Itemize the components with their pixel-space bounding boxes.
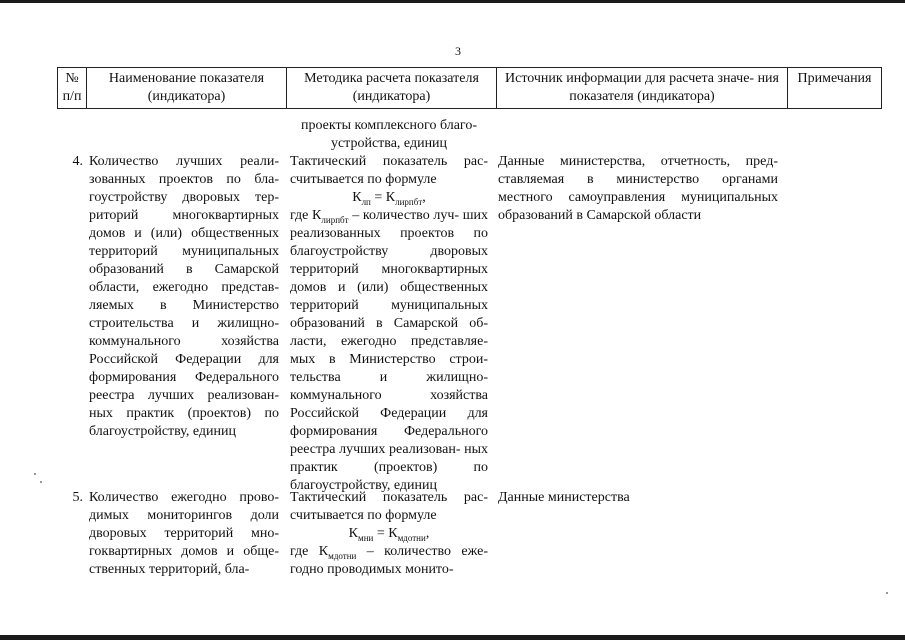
row5-method-rest: – количество еже- годно проводимых монито-: [290, 544, 488, 577]
row5-formula: $К_{мни} = К_{мдотни}$,: [348, 526, 430, 543]
continuation-method: проекты комплексного благо- устройства, единиц: [301, 118, 477, 151]
row5-number: 5.: [72, 490, 83, 505]
row4-method-rest: – количество луч- ших реализованных проектов по благоустройству дворовых территорий многоквартирных домов и (или) общественных территорий муниципальных образований в Самарской об- ласти, ежегодно представляе- мых в Министерство строи- тельства и жилищно- коммунального хозяйства Российской Федерации для формирования Федерального реестра лучших реализован- ных практик (проектов) по благоустройству, единиц: [290, 208, 488, 493]
row4-name: Количество лучших реали- зованных проектов по бла- гоустройству дворовых тер- риторий многоквартирных домов и (или) общественных территорий муниципальных образований в Самарской области, ежегодно представ- ляемых в Министерство строительства и жилищно- коммунального хозяйства Российской Федерации для формирования Федерального реестра лучших реализован- ных практик (проектов) по благоустройству, единиц: [89, 154, 279, 439]
indicator-table-header: [57, 67, 882, 109]
bottom-border: [0, 635, 905, 640]
header-number: № п/п: [58, 68, 87, 109]
page-number: 3: [455, 44, 461, 58]
header-method: Методика расчета показателя (индикатора): [287, 68, 497, 109]
header-source: Источник информации для расчета значе- ния показателя (индикатора): [497, 68, 788, 109]
row5-where-prefix: где К: [290, 544, 329, 559]
top-border: [0, 0, 905, 3]
row4-formula: $К_{лп} = К_{лирпбт}$,: [352, 190, 426, 207]
row5-name: Количество ежегодно прово- димых мониторингов доли дворовых территорий мно- гоквартирных домов и обще- ственных территорий, бла-: [89, 490, 279, 577]
row4-method: Тактический показатель рас- считывается по формуле $К_{лп} = К_{лирпбт}$, где $К_{лирпбт}$ – количество луч- ших реализованных проектов по благоустройству дворовых территорий многоквартирных домов и (или) общественных территорий муниципальных образований в Самарской об- ласти, ежегодно представляе- мых в Министерство строи- тельства и жилищно- коммунального хозяйства Российской Федерации для формирования Федерального реестра лучших реализован- ных практик (проектов) по благоустройству, единиц: [290, 154, 488, 493]
header-row: [58, 68, 882, 109]
scan-speck: [40, 481, 42, 483]
row4-source: Данные министерства, отчетность, пред- ставляемая в министерство органами местного самоуправления муниципальных образований в Самарской области: [498, 154, 778, 223]
header-name: Наименование показателя (индикатора): [87, 68, 287, 109]
scan-speck: [34, 473, 36, 475]
row5-source: Данные министерства: [498, 490, 630, 505]
scan-speck: [886, 592, 888, 594]
header-notes: Примечания: [788, 68, 882, 109]
row4-method-intro: Тактический показатель рас- считывается по формуле: [290, 154, 488, 187]
row4-where-prefix: где К: [290, 208, 322, 223]
row5-method: Тактический показатель рас- считывается по формуле $К_{мни} = К_{мдотни}$, где $К_{мдотни}$ – количество еже- годно проводимых монито-: [290, 490, 488, 577]
row4-number: 4.: [72, 154, 83, 169]
row5-method-intro: Тактический показатель рас- считывается по формуле: [290, 490, 488, 523]
